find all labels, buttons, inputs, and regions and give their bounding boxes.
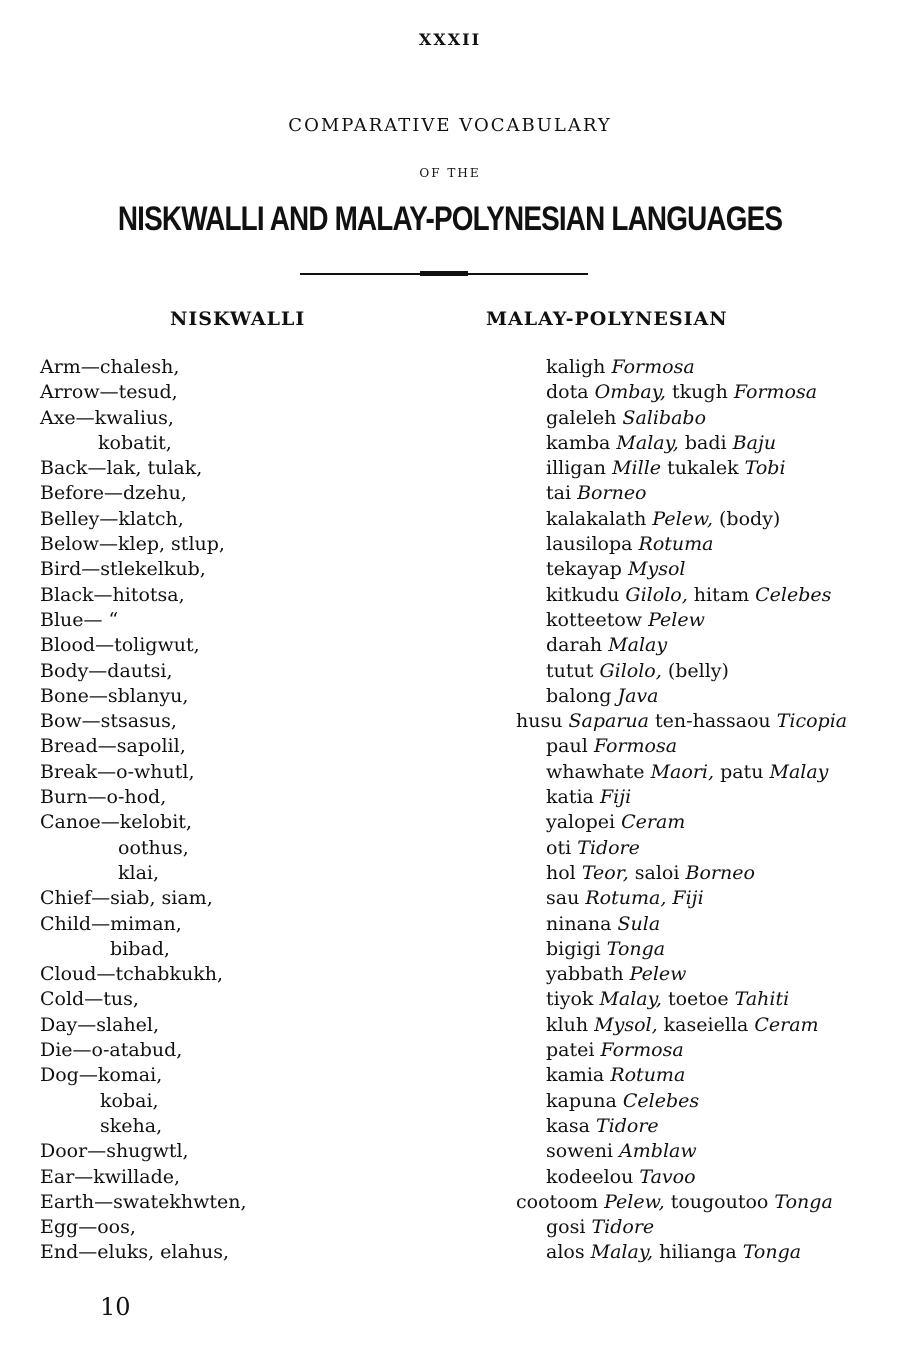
malay-language: Amblaw — [619, 1140, 697, 1163]
malay-word: husu — [516, 710, 563, 733]
page-number: 10 — [100, 1293, 131, 1321]
malay-language: Celebes — [622, 1089, 700, 1112]
malay-language: Mysol, — [594, 1013, 658, 1036]
malay-language: Tonga — [742, 1241, 802, 1264]
malay-word: patu — [720, 760, 764, 783]
malay-word: kamia — [546, 1064, 605, 1087]
niskwalli-entry: Dog—komai, — [40, 1064, 163, 1087]
malay-entry — [516, 886, 866, 911]
malay-word: tutut — [546, 659, 594, 682]
malay-entry — [516, 1240, 866, 1265]
malay-word: hol — [546, 861, 576, 884]
malay-language: Malay — [608, 634, 668, 657]
niskwalli-entry: Cold—tus, — [40, 988, 139, 1011]
malay-word: kaligh — [546, 356, 606, 378]
malay-entry — [516, 1190, 866, 1215]
malay-gloss: (belly) — [667, 659, 729, 682]
niskwalli-entry: Before—dzehu, — [40, 482, 187, 505]
malay-gloss: (body) — [719, 507, 781, 530]
niskwalli-entry: Earth—swatekhwten, — [40, 1190, 247, 1213]
malay-language: Teor, — [581, 861, 629, 884]
malay-language: Tidore — [595, 1114, 659, 1137]
malay-language: Maori, — [650, 760, 715, 783]
malay-language: Ticopia — [776, 710, 848, 733]
malay-language: Salibabo — [622, 406, 707, 429]
niskwalli-entry: Blood—toligwut, — [40, 634, 200, 657]
malay-entry — [516, 709, 866, 734]
malay-word: lausilopa — [546, 533, 633, 556]
niskwalli-entry: oothus, — [118, 836, 189, 859]
niskwalli-entry: Belley—klatch, — [40, 507, 184, 530]
malay-language: Ceram — [754, 1013, 819, 1036]
niskwalli-entry: klai, — [118, 861, 160, 884]
malay-entry — [516, 456, 866, 481]
page-number-roman: XXXII — [418, 30, 482, 49]
malay-word: galeleh — [546, 406, 617, 429]
malay-entry — [516, 1165, 866, 1190]
niskwalli-entry: Bread—sapolil, — [40, 735, 186, 758]
malay-language: Malay, — [616, 431, 679, 454]
malay-entry — [516, 760, 866, 785]
malay-language: Malay — [769, 760, 829, 783]
malay-word: tkugh — [672, 381, 728, 404]
niskwalli-entry: Arrow—tesud, — [40, 381, 178, 404]
malay-entry — [516, 583, 866, 608]
malay-word: tougoutoo — [670, 1190, 769, 1213]
malay-language: Pelew, — [652, 507, 713, 530]
malay-entry — [516, 1114, 866, 1139]
malay-word: kasa — [546, 1114, 590, 1137]
malay-language: Rotuma — [638, 533, 714, 556]
niskwalli-entry: Bird—stlekelkub, — [40, 558, 206, 581]
niskwalli-entry: Child—miman, — [40, 912, 182, 935]
malay-entry — [516, 355, 866, 380]
niskwalli-entry: End—eluks, elahus, — [40, 1241, 230, 1264]
malay-word: balong — [546, 684, 612, 707]
malay-entry — [516, 608, 866, 633]
malay-entry — [516, 481, 866, 506]
malay-word: ten-hassaou — [655, 710, 771, 733]
niskwalli-entry: Black—hitotsa, — [40, 583, 185, 606]
malay-language: Formosa — [600, 1039, 684, 1062]
title-line-1: COMPARATIVE VOCABULARY — [288, 115, 612, 136]
malay-language: Formosa — [593, 735, 678, 758]
malay-language: Sula — [617, 912, 661, 935]
malay-language: Pelew — [629, 963, 687, 986]
malay-word: kapuna — [546, 1089, 617, 1112]
niskwalli-entry: Back—lak, tulak, — [40, 457, 203, 480]
malay-entry — [516, 557, 866, 582]
malay-language: Ombay, — [594, 381, 666, 404]
malay-entry — [516, 912, 866, 937]
malay-entry — [516, 1013, 866, 1038]
malay-language: Fiji — [599, 786, 632, 809]
malay-word: tiyok — [546, 988, 594, 1011]
niskwalli-entry: Canoe—kelobit, — [40, 811, 192, 834]
malay-language: Baju — [732, 431, 777, 454]
malay-word: kaseiella — [663, 1013, 749, 1036]
malay-entry — [516, 633, 866, 658]
malay-word: tai — [546, 482, 572, 505]
niskwalli-entry: Door—shugwtl, — [40, 1140, 189, 1163]
niskwalli-entry: Egg—oos, — [40, 1216, 136, 1239]
malay-word: patei — [546, 1039, 595, 1062]
malay-language: Borneo — [685, 861, 755, 884]
malay-word: katia — [546, 786, 594, 809]
niskwalli-entry: kobai, — [100, 1089, 159, 1112]
malay-word: bigigi — [546, 937, 601, 960]
niskwalli-entry: Bone—sblanyu, — [40, 684, 189, 707]
malay-language: Malay, — [590, 1241, 654, 1264]
malay-word: kamba — [546, 431, 611, 454]
niskwalli-entry: Break—o-whutl, — [40, 760, 195, 783]
niskwalli-entry: Arm—chalesh, — [40, 356, 180, 378]
malay-entry — [516, 861, 866, 886]
malay-language: Malay, — [599, 988, 662, 1011]
malay-word: soweni — [546, 1140, 614, 1163]
malay-language: Tahiti — [734, 988, 790, 1011]
malay-language: Rotuma, Fiji — [585, 887, 704, 910]
malay-entry — [516, 734, 866, 759]
malay-word: dota — [546, 381, 589, 404]
malay-language: Ceram — [621, 811, 686, 834]
malay-entry — [516, 962, 866, 987]
malay-word: toetoe — [667, 988, 729, 1011]
malay-entry — [516, 380, 866, 405]
title-line-2: OF THE — [419, 166, 481, 180]
niskwalli-entry: Bow—stsasus, — [40, 710, 177, 733]
niskwalli-entry: kobatit, — [98, 431, 172, 454]
niskwalli-column — [40, 355, 247, 1266]
malay-word: kotteetow — [546, 608, 643, 631]
malay-polynesian-column — [516, 355, 866, 1266]
malay-entry — [516, 836, 866, 861]
niskwalli-entry: bibad, — [110, 937, 170, 960]
malay-language: Tavoo — [639, 1165, 696, 1188]
niskwalli-entry: Cloud—tchabkukh, — [40, 963, 223, 986]
malay-word: alos — [546, 1241, 585, 1264]
niskwalli-entry: Below—klep, stlup, — [40, 533, 225, 556]
malay-entry — [516, 1063, 866, 1088]
malay-polynesian-heading: MALAY-POLYNESIAN — [486, 308, 728, 330]
malay-entry — [516, 507, 866, 532]
niskwalli-entry: Chief—siab, siam, — [40, 887, 213, 910]
malay-word: darah — [546, 634, 603, 657]
niskwalli-entry: Body—dautsi, — [40, 659, 173, 682]
niskwalli-heading: NISKWALLI — [170, 308, 306, 330]
malay-word: yabbath — [546, 963, 624, 986]
malay-word: kalakalath — [546, 507, 647, 530]
malay-entry — [516, 785, 866, 810]
malay-language: Tidore — [577, 836, 640, 859]
niskwalli-entry: Ear—kwillade, — [40, 1165, 181, 1188]
malay-language: Tonga — [774, 1190, 833, 1213]
malay-language: Tidore — [591, 1216, 655, 1239]
niskwalli-entry: skeha, — [100, 1114, 163, 1137]
malay-language: Celebes — [755, 583, 832, 606]
malay-word: gosi — [546, 1216, 586, 1239]
malay-word: yalopei — [546, 811, 616, 834]
malay-language: Formosa — [733, 381, 818, 404]
malay-word: badi — [684, 431, 727, 454]
malay-entry — [516, 937, 866, 962]
malay-entry — [516, 659, 866, 684]
malay-word: tukalek — [667, 457, 739, 480]
malay-language: Java — [617, 684, 659, 707]
malay-entry — [516, 684, 866, 709]
malay-entry — [516, 1215, 866, 1240]
malay-word: cootoom — [516, 1190, 599, 1213]
title-line-3: NISKWALLI AND MALAY-POLYNESIAN LANGUAGES — [117, 200, 783, 238]
malay-language: Formosa — [611, 356, 695, 378]
malay-entry — [516, 1038, 866, 1063]
malay-word: oti — [546, 836, 572, 859]
malay-entry — [516, 431, 866, 456]
malay-word: tekayap — [546, 558, 622, 581]
malay-word: kitkudu — [546, 583, 620, 606]
niskwalli-entry: Axe—kwalius, — [40, 406, 174, 429]
malay-word: illigan — [546, 457, 607, 480]
malay-word: ninana — [546, 912, 612, 935]
title-rule-center — [420, 271, 468, 276]
niskwalli-entry: Blue— “ — [40, 608, 119, 631]
malay-word: saloi — [634, 861, 680, 884]
malay-word: kluh — [546, 1013, 589, 1036]
malay-entry — [516, 532, 866, 557]
malay-language: Rotuma — [610, 1064, 686, 1087]
malay-language: Pelew — [648, 608, 705, 631]
niskwalli-entry: Day—slahel, — [40, 1013, 160, 1036]
malay-language: Saparua — [568, 710, 649, 733]
niskwalli-entry: Burn—o-hod, — [40, 786, 167, 809]
malay-language: Tobi — [744, 457, 786, 480]
malay-word: sau — [546, 887, 580, 910]
malay-word: hilianga — [659, 1241, 737, 1264]
malay-language: Mysol — [628, 558, 686, 581]
malay-entry — [516, 987, 866, 1012]
malay-entry — [516, 810, 866, 835]
malay-entry — [516, 1139, 866, 1164]
niskwalli-entry: Die—o-atabud, — [40, 1039, 183, 1062]
malay-word: hitam — [693, 583, 750, 606]
malay-word: whawhate — [546, 760, 645, 783]
malay-language: Gilolo, — [599, 659, 662, 682]
malay-language: Borneo — [577, 482, 647, 505]
malay-word: kodeelou — [546, 1165, 634, 1188]
malay-entry — [516, 406, 866, 431]
malay-language: Gilolo, — [625, 583, 688, 606]
malay-entry — [516, 1089, 866, 1114]
malay-language: Pelew, — [604, 1190, 665, 1213]
malay-language: Tonga — [606, 937, 666, 960]
malay-word: paul — [546, 735, 588, 758]
malay-language: Mille — [612, 457, 662, 480]
